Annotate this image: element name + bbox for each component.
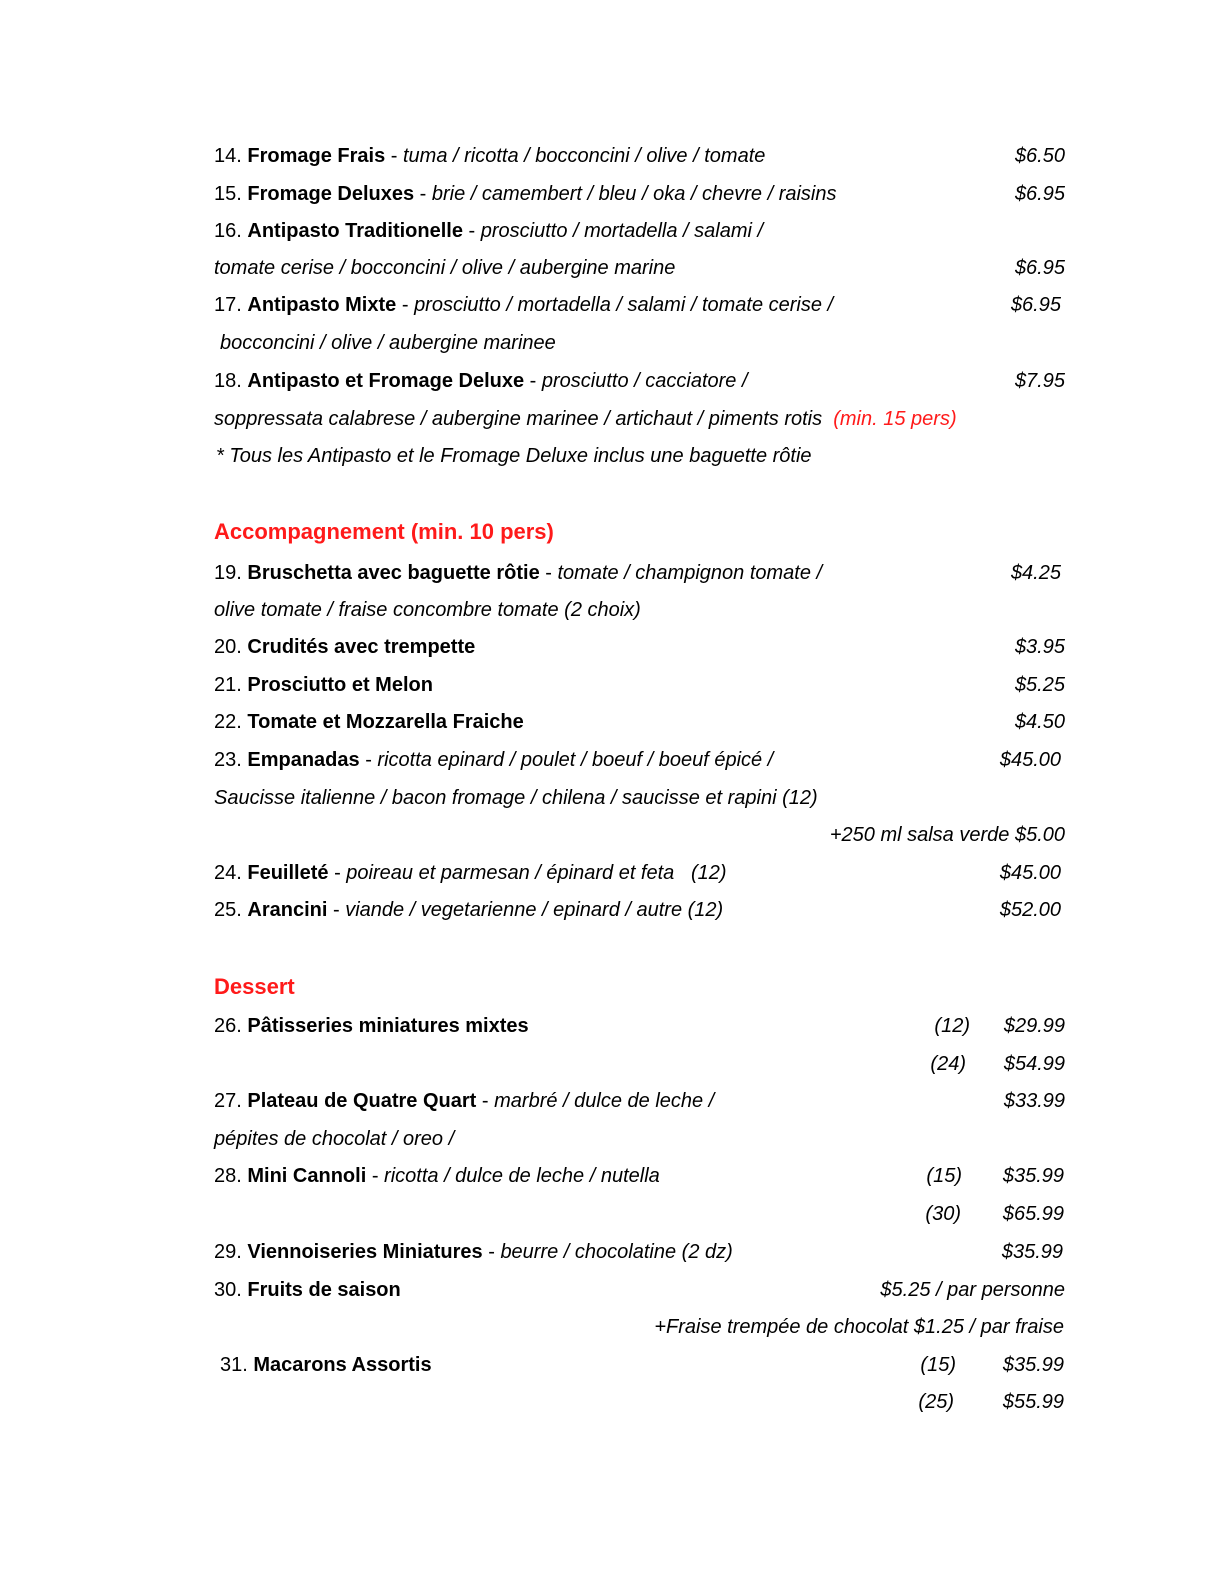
menu-item-19-cont [0, 596, 1224, 624]
menu-item-23 [0, 746, 1224, 774]
item-number: 26. [214, 1015, 242, 1037]
menu-item-18-cont [0, 405, 1224, 433]
item-name: Crudités avec trempette [247, 636, 476, 658]
item-description: viande / vegetarienne / epinard / autre (12) [345, 899, 724, 921]
item-separator: - [366, 1165, 385, 1187]
menu-item-30 [0, 1276, 1224, 1304]
item-name: Pâtisseries miniatures mixtes [247, 1015, 529, 1037]
item-number: 19. [214, 562, 242, 584]
item-price: $54.99 [1003, 1053, 1065, 1075]
item-price: $6.95 [1010, 294, 1061, 316]
item-price: $29.99 [1003, 1015, 1065, 1037]
menu-item-31 [0, 1351, 1224, 1379]
item-name: Feuilleté [247, 862, 329, 884]
item-price: $35.99 [1002, 1165, 1064, 1187]
menu-item-27 [0, 1087, 1224, 1115]
item-price: $3.95 [1014, 636, 1065, 658]
item-separator: - [539, 562, 558, 584]
item-number: 22. [214, 711, 242, 733]
section-heading-dessert: Dessert [214, 974, 295, 999]
item-description: poireau et parmesan / épinard et feta [346, 862, 675, 884]
item-description: tuma / ricotta / bocconcini / olive / tomate [402, 145, 766, 167]
item-name: Macarons Assortis [253, 1354, 432, 1376]
menu-item-17-cont [0, 329, 1224, 357]
item-quantity: (24) [930, 1053, 966, 1075]
menu-item-16 [0, 217, 1224, 245]
minimum-note: (min. 15 pers) [833, 408, 957, 430]
item-name: Fromage Deluxes [247, 183, 415, 205]
menu-item-16-cont [0, 254, 1224, 282]
item-number: 24. [214, 862, 242, 884]
menu-item-29 [0, 1238, 1224, 1266]
item-price: $35.99 [1001, 1241, 1063, 1263]
item-name: Empanadas [247, 749, 360, 771]
footnote: * Tous les Antipasto et le Fromage Deluxe inclus une baguette rôtie [216, 445, 812, 467]
menu-item-22 [0, 708, 1224, 736]
item-name: Viennoiseries Miniatures [247, 1241, 483, 1263]
item-number: 23. [214, 749, 242, 771]
item-number: 20. [214, 636, 242, 658]
item-price: $4.50 [1014, 711, 1065, 733]
item-number: 31. [220, 1354, 248, 1376]
item-number: 28. [214, 1165, 242, 1187]
item-description: marbré / dulce de leche / [494, 1090, 715, 1112]
item-price: $6.95 [1014, 183, 1065, 205]
item-name: Antipasto Traditionelle [247, 220, 463, 242]
item-extra: +Fraise trempée de chocolat $1.25 / par fraise [654, 1316, 1064, 1338]
menu-item-26 [0, 1012, 1224, 1040]
menu-item-28 [0, 1162, 1224, 1190]
item-name: Prosciutto et Melon [247, 674, 433, 696]
item-price: $33.99 [1003, 1090, 1065, 1112]
antipasto-note [0, 442, 1224, 470]
section-heading-accompagnement: Accompagnement (min. 10 pers) [214, 519, 554, 544]
item-extra: +250 ml salsa verde $5.00 [829, 824, 1065, 846]
item-name: Antipasto et Fromage Deluxe [247, 370, 525, 392]
item-separator: - [385, 145, 403, 167]
item-separator: - [476, 1090, 495, 1112]
menu-item-31-option [0, 1388, 1224, 1416]
menu-item-26-option [0, 1050, 1224, 1078]
item-price: $45.00 [999, 749, 1061, 771]
menu-item-17 [0, 291, 1224, 319]
item-separator: - [524, 370, 542, 392]
item-price: $35.99 [1002, 1354, 1064, 1376]
item-quantity: (25) [918, 1391, 954, 1413]
item-price: $7.95 [1014, 370, 1065, 392]
item-name: Bruschetta avec baguette rôtie [247, 562, 540, 584]
menu-item-23-extra [0, 821, 1224, 849]
item-description: prosciutto / mortadella / salami / tomate cerise / [414, 294, 834, 316]
menu-item-20 [0, 633, 1224, 661]
menu-item-27-cont [0, 1125, 1224, 1153]
item-separator: - [396, 294, 415, 316]
menu-item-30-extra [0, 1313, 1224, 1341]
item-number: 27. [214, 1090, 242, 1112]
item-separator: - [327, 899, 346, 921]
item-price: $45.00 [999, 862, 1061, 884]
item-number: 16. [214, 220, 242, 242]
item-description: beurre / chocolatine (2 dz) [500, 1241, 733, 1263]
item-description-cont: olive tomate / fraise concombre tomate (2 choix) [214, 599, 641, 621]
item-separator: - [482, 1241, 501, 1263]
item-separator: - [359, 749, 378, 771]
item-price: $6.95 [1014, 257, 1065, 279]
item-separator: - [414, 183, 432, 205]
item-number: 21. [214, 674, 242, 696]
item-number: 25. [214, 899, 242, 921]
item-name: Mini Cannoli [247, 1165, 367, 1187]
menu-item-28-option [0, 1200, 1224, 1228]
item-quantity: (15) [926, 1165, 962, 1187]
item-description: prosciutto / cacciatore / [541, 370, 748, 392]
item-name: Antipasto Mixte [247, 294, 397, 316]
item-number: 18. [214, 370, 242, 392]
menu-item-21 [0, 671, 1224, 699]
item-price: $6.50 [1014, 145, 1065, 167]
item-name: Fruits de saison [247, 1279, 401, 1301]
item-quantity: (30) [925, 1203, 961, 1225]
item-price: $5.25 [1014, 674, 1065, 696]
item-price: $65.99 [1002, 1203, 1064, 1225]
item-description: tomate / champignon tomate / [557, 562, 823, 584]
item-quantity: (12) [690, 862, 727, 884]
menu-item-14 [0, 142, 1224, 170]
item-quantity: (15) [920, 1354, 956, 1376]
item-description: ricotta / dulce de leche / nutella [384, 1165, 660, 1187]
item-description: prosciutto / mortadella / salami / [480, 220, 764, 242]
menu-item-19 [0, 559, 1224, 587]
item-price: $5.25 / par personne [880, 1279, 1065, 1301]
menu-item-24 [0, 859, 1224, 887]
item-number: 15. [214, 183, 242, 205]
item-description-cont: Saucisse italienne / bacon fromage / chilena / saucisse et rapini (12) [214, 787, 818, 809]
menu-item-15 [0, 180, 1224, 208]
item-description-cont: soppressata calabrese / aubergine marinee / artichaut / piments rotis [214, 408, 823, 430]
item-separator: - [328, 862, 347, 884]
item-description-cont: bocconcini / olive / aubergine marinee [220, 332, 556, 354]
item-description: brie / camembert / bleu / oka / chevre / raisins [431, 183, 837, 205]
item-name: Plateau de Quatre Quart [247, 1090, 477, 1112]
menu-item-18 [0, 367, 1224, 395]
item-number: 14. [214, 145, 242, 167]
item-quantity: (12) [934, 1015, 970, 1037]
item-number: 30. [214, 1279, 242, 1301]
item-name: Fromage Frais [247, 145, 386, 167]
item-description-cont: tomate cerise / bocconcini / olive / aubergine marine [214, 257, 676, 279]
item-price: $52.00 [999, 899, 1061, 921]
item-number: 17. [214, 294, 242, 316]
menu-item-23-cont [0, 784, 1224, 812]
menu-item-25 [0, 896, 1224, 924]
item-description-cont: pépites de chocolat / oreo / [214, 1128, 455, 1150]
item-price: $55.99 [1002, 1391, 1064, 1413]
item-description: ricotta epinard / poulet / boeuf / boeuf épicé / [377, 749, 774, 771]
item-number: 29. [214, 1241, 242, 1263]
item-separator: - [462, 220, 481, 242]
item-name: Tomate et Mozzarella Fraiche [247, 711, 524, 733]
item-price: $4.25 [1010, 562, 1061, 584]
item-name: Arancini [247, 899, 328, 921]
